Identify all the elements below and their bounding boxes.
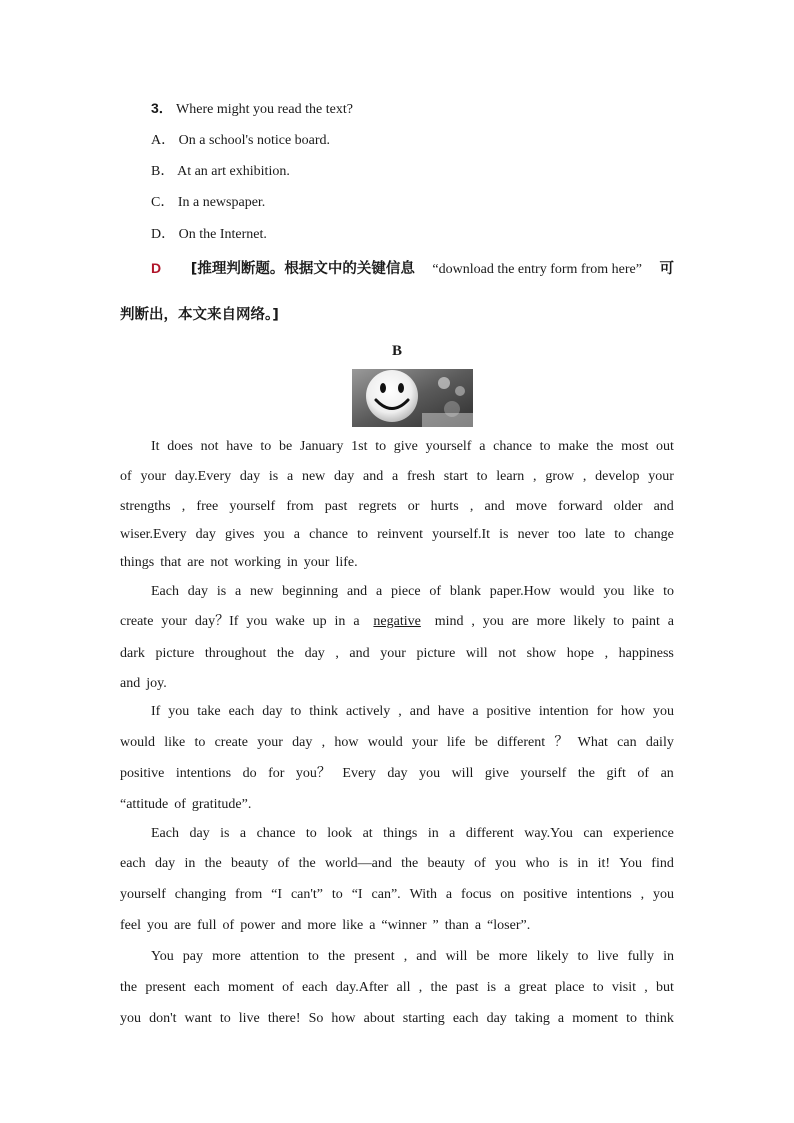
paragraph-line: each day in the beauty of the world—and the beauty of you who is in it! You find bbox=[120, 856, 674, 871]
paragraph-line: It does not have to be January 1st to give yourself a chance to make the most out bbox=[151, 439, 674, 454]
option-b bbox=[151, 160, 290, 180]
option-a bbox=[151, 129, 330, 149]
answer-explanation-line2: 判断出，本文来自网络。] bbox=[120, 307, 279, 323]
paragraph-line: feel you are full of power and more like a “winner ” than a “loser”. bbox=[120, 918, 531, 933]
option-text: On the Internet. bbox=[178, 227, 267, 242]
paragraph-line: Each day is a chance to look at things in a different way.You can experience bbox=[151, 826, 674, 841]
answer-explanation-line1 bbox=[151, 257, 674, 278]
question-number: 3． bbox=[151, 100, 173, 116]
paragraph-line: yourself changing from “I can't” to “I can”. With a focus on positive intentions , you bbox=[120, 887, 674, 902]
paragraph-line: things that are not working in your life. bbox=[120, 555, 358, 570]
smiley-face-image bbox=[352, 369, 473, 427]
option-text: At an art exhibition. bbox=[177, 164, 290, 179]
option-text: In a newspaper. bbox=[177, 195, 266, 210]
answer-letter: D bbox=[151, 260, 162, 276]
option-letter: A． bbox=[151, 133, 176, 148]
option-letter: D． bbox=[151, 227, 176, 242]
explanation-text: [推理判断题。根据文中的关键信息 bbox=[190, 261, 415, 277]
option-letter: C． bbox=[151, 195, 175, 210]
paragraph bbox=[120, 820, 674, 941]
paragraph-line: dark picture throughout the day , and your picture will not show hope , happiness bbox=[120, 646, 674, 661]
paragraph bbox=[120, 941, 674, 1034]
paragraph-line: You pay more attention to the present , and will be more likely to live fully in bbox=[151, 949, 674, 964]
paragraph-line: positive intentions do for you？ Every day you will give yourself the gift of an bbox=[120, 766, 674, 781]
explanation-quote: “download the entry form from here” bbox=[432, 262, 642, 277]
paragraph-line: “attitude of gratitude”. bbox=[120, 797, 252, 812]
option-c bbox=[151, 191, 265, 211]
paragraph-line: would like to create your day , how would your life be different ？ What can daily bbox=[120, 735, 674, 750]
question-stem-line bbox=[151, 98, 353, 118]
paragraph-line: wiser.Every day gives you a chance to reinvent yourself.It is never too late to change bbox=[120, 527, 674, 542]
option-d bbox=[151, 223, 267, 243]
paragraph-line: the present each moment of each day.After all , the past is a great place to visit , but bbox=[120, 980, 674, 995]
paragraph bbox=[120, 696, 674, 820]
paragraph-line: Each day is a new beginning and a piece of blank paper.How would you like to bbox=[151, 584, 674, 599]
section-label: B bbox=[391, 343, 402, 359]
question-stem: Where might you read the text? bbox=[176, 102, 353, 117]
paragraph-line: of your day.Every day is a new day and a fresh start to learn , grow , develop your bbox=[120, 469, 674, 484]
explanation-text-end: 可 bbox=[659, 261, 674, 277]
option-text: On a school's notice board. bbox=[178, 133, 331, 148]
paragraph bbox=[120, 578, 674, 699]
option-letter: B． bbox=[151, 164, 175, 179]
paragraph-line: you don't want to live there! So how about starting each day taking a moment to think bbox=[120, 1011, 674, 1026]
paragraph-line: and joy. bbox=[120, 676, 167, 691]
paragraph-line: create your day？If you wake up in a negative mind , you are more likely to paint a bbox=[120, 614, 674, 629]
paragraph-line: If you take each day to think actively , and have a positive intention for how you bbox=[151, 704, 674, 719]
paragraph bbox=[120, 433, 674, 577]
paragraph-line: strengths , free yourself from past regrets or hurts , and move forward older and bbox=[120, 499, 674, 514]
